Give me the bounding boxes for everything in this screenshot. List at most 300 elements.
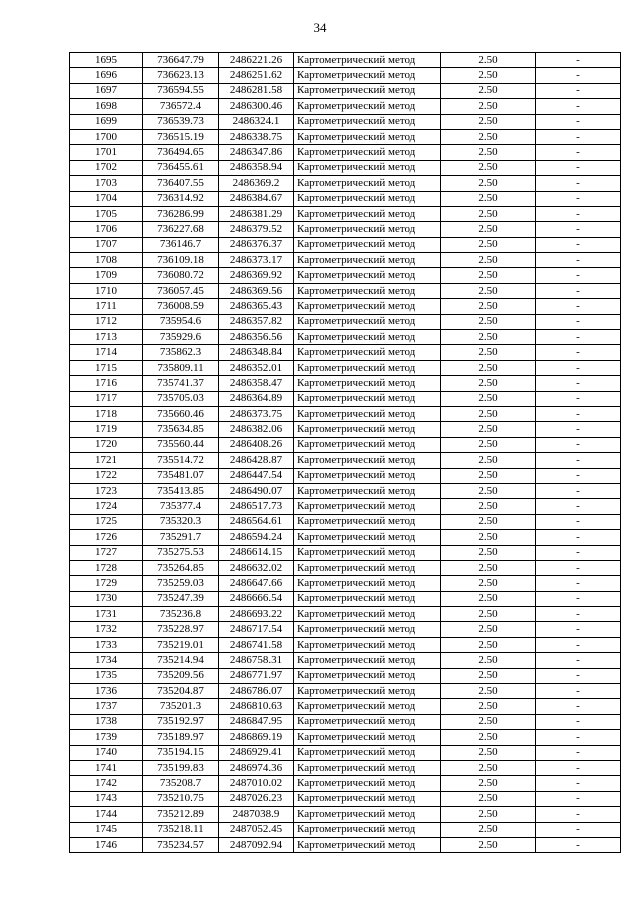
y-coordinate-cell: 2486358.94 bbox=[219, 160, 294, 175]
accuracy-cell: 2.50 bbox=[441, 791, 536, 806]
accuracy-cell: 2.50 bbox=[441, 591, 536, 606]
x-coordinate-cell: 735660.46 bbox=[143, 406, 219, 421]
method-cell: Картометрический метод bbox=[294, 206, 441, 221]
method-cell: Картометрический метод bbox=[294, 622, 441, 637]
note-cell: - bbox=[536, 714, 621, 729]
note-cell: - bbox=[536, 237, 621, 252]
x-coordinate-cell: 735560.44 bbox=[143, 437, 219, 452]
note-cell: - bbox=[536, 730, 621, 745]
note-cell: - bbox=[536, 99, 621, 114]
y-coordinate-cell: 2486379.52 bbox=[219, 222, 294, 237]
method-cell: Картометрический метод bbox=[294, 376, 441, 391]
method-cell: Картометрический метод bbox=[294, 114, 441, 129]
y-coordinate-cell: 2487026.23 bbox=[219, 791, 294, 806]
x-coordinate-cell: 735259.03 bbox=[143, 576, 219, 591]
table-row bbox=[70, 360, 621, 375]
note-cell: - bbox=[536, 776, 621, 791]
x-coordinate-cell: 736227.68 bbox=[143, 222, 219, 237]
point-number-cell: 1726 bbox=[70, 530, 143, 545]
table-row bbox=[70, 622, 621, 637]
x-coordinate-cell: 735514.72 bbox=[143, 453, 219, 468]
x-coordinate-cell: 735201.3 bbox=[143, 699, 219, 714]
y-coordinate-cell: 2486369.92 bbox=[219, 268, 294, 283]
x-coordinate-cell: 735228.97 bbox=[143, 622, 219, 637]
y-coordinate-cell: 2486373.75 bbox=[219, 406, 294, 421]
y-coordinate-cell: 2486347.86 bbox=[219, 145, 294, 160]
method-cell: Картометрический метод bbox=[294, 253, 441, 268]
accuracy-cell: 2.50 bbox=[441, 453, 536, 468]
x-coordinate-cell: 735377.4 bbox=[143, 499, 219, 514]
note-cell: - bbox=[536, 530, 621, 545]
point-number-cell: 1742 bbox=[70, 776, 143, 791]
accuracy-cell: 2.50 bbox=[441, 668, 536, 683]
accuracy-cell: 2.50 bbox=[441, 391, 536, 406]
y-coordinate-cell: 2486614.15 bbox=[219, 545, 294, 560]
accuracy-cell: 2.50 bbox=[441, 699, 536, 714]
x-coordinate-cell: 735413.85 bbox=[143, 483, 219, 498]
accuracy-cell: 2.50 bbox=[441, 206, 536, 221]
method-cell: Картометрический метод bbox=[294, 607, 441, 622]
y-coordinate-cell: 2486356.56 bbox=[219, 330, 294, 345]
table-row bbox=[70, 253, 621, 268]
point-number-cell: 1711 bbox=[70, 299, 143, 314]
x-coordinate-cell: 735209.56 bbox=[143, 668, 219, 683]
method-cell: Картометрический метод bbox=[294, 391, 441, 406]
note-cell: - bbox=[536, 314, 621, 329]
point-number-cell: 1701 bbox=[70, 145, 143, 160]
x-coordinate-cell: 736080.72 bbox=[143, 268, 219, 283]
table-row bbox=[70, 530, 621, 545]
table-row bbox=[70, 822, 621, 837]
point-number-cell: 1713 bbox=[70, 330, 143, 345]
x-coordinate-cell: 736314.92 bbox=[143, 191, 219, 206]
point-number-cell: 1714 bbox=[70, 345, 143, 360]
y-coordinate-cell: 2486358.47 bbox=[219, 376, 294, 391]
y-coordinate-cell: 2486810.63 bbox=[219, 699, 294, 714]
note-cell: - bbox=[536, 268, 621, 283]
table-row bbox=[70, 206, 621, 221]
y-coordinate-cell: 2486357.82 bbox=[219, 314, 294, 329]
method-cell: Картометрический метод bbox=[294, 760, 441, 775]
accuracy-cell: 2.50 bbox=[441, 299, 536, 314]
page-number: 34 bbox=[313, 20, 327, 35]
table-row bbox=[70, 545, 621, 560]
y-coordinate-cell: 2486771.97 bbox=[219, 668, 294, 683]
method-cell: Картометрический метод bbox=[294, 314, 441, 329]
point-number-cell: 1746 bbox=[70, 837, 143, 852]
method-cell: Картометрический метод bbox=[294, 222, 441, 237]
x-coordinate-cell: 735236.8 bbox=[143, 607, 219, 622]
x-coordinate-cell: 736455.61 bbox=[143, 160, 219, 175]
x-coordinate-cell: 735929.6 bbox=[143, 330, 219, 345]
y-coordinate-cell: 2486929.41 bbox=[219, 745, 294, 760]
point-number-cell: 1717 bbox=[70, 391, 143, 406]
table-row bbox=[70, 283, 621, 298]
table-row bbox=[70, 699, 621, 714]
accuracy-cell: 2.50 bbox=[441, 468, 536, 483]
note-cell: - bbox=[536, 114, 621, 129]
note-cell: - bbox=[536, 160, 621, 175]
accuracy-cell: 2.50 bbox=[441, 622, 536, 637]
note-cell: - bbox=[536, 206, 621, 221]
y-coordinate-cell: 2486564.61 bbox=[219, 514, 294, 529]
note-cell: - bbox=[536, 176, 621, 191]
point-number-cell: 1723 bbox=[70, 483, 143, 498]
x-coordinate-cell: 736515.19 bbox=[143, 129, 219, 144]
method-cell: Картометрический метод bbox=[294, 714, 441, 729]
method-cell: Картометрический метод bbox=[294, 745, 441, 760]
method-cell: Картометрический метод bbox=[294, 576, 441, 591]
table-row bbox=[70, 345, 621, 360]
point-number-cell: 1736 bbox=[70, 684, 143, 699]
point-number-cell: 1715 bbox=[70, 360, 143, 375]
point-number-cell: 1724 bbox=[70, 499, 143, 514]
note-cell: - bbox=[536, 822, 621, 837]
accuracy-cell: 2.50 bbox=[441, 607, 536, 622]
point-number-cell: 1708 bbox=[70, 253, 143, 268]
method-cell: Картометрический метод bbox=[294, 268, 441, 283]
note-cell: - bbox=[536, 191, 621, 206]
accuracy-cell: 2.50 bbox=[441, 499, 536, 514]
x-coordinate-cell: 735199.83 bbox=[143, 760, 219, 775]
accuracy-cell: 2.50 bbox=[441, 576, 536, 591]
note-cell: - bbox=[536, 483, 621, 498]
x-coordinate-cell: 735189.97 bbox=[143, 730, 219, 745]
accuracy-cell: 2.50 bbox=[441, 330, 536, 345]
accuracy-cell: 2.50 bbox=[441, 545, 536, 560]
method-cell: Картометрический метод bbox=[294, 53, 441, 68]
note-cell: - bbox=[536, 637, 621, 652]
method-cell: Картометрический метод bbox=[294, 237, 441, 252]
note-cell: - bbox=[536, 253, 621, 268]
note-cell: - bbox=[536, 837, 621, 852]
note-cell: - bbox=[536, 453, 621, 468]
x-coordinate-cell: 735218.11 bbox=[143, 822, 219, 837]
accuracy-cell: 2.50 bbox=[441, 283, 536, 298]
method-cell: Картометрический метод bbox=[294, 191, 441, 206]
method-cell: Картометрический метод bbox=[294, 406, 441, 421]
note-cell: - bbox=[536, 330, 621, 345]
note-cell: - bbox=[536, 791, 621, 806]
note-cell: - bbox=[536, 622, 621, 637]
method-cell: Картометрический метод bbox=[294, 283, 441, 298]
accuracy-cell: 2.50 bbox=[441, 560, 536, 575]
note-cell: - bbox=[536, 653, 621, 668]
method-cell: Картометрический метод bbox=[294, 807, 441, 822]
x-coordinate-cell: 735219.01 bbox=[143, 637, 219, 652]
point-number-cell: 1698 bbox=[70, 99, 143, 114]
method-cell: Картометрический метод bbox=[294, 837, 441, 852]
point-number-cell: 1703 bbox=[70, 176, 143, 191]
table-row bbox=[70, 807, 621, 822]
note-cell: - bbox=[536, 576, 621, 591]
x-coordinate-cell: 735809.11 bbox=[143, 360, 219, 375]
y-coordinate-cell: 2486348.84 bbox=[219, 345, 294, 360]
table-row bbox=[70, 483, 621, 498]
x-coordinate-cell: 736623.13 bbox=[143, 68, 219, 83]
y-coordinate-cell: 2486647.66 bbox=[219, 576, 294, 591]
method-cell: Картометрический метод bbox=[294, 437, 441, 452]
table-row bbox=[70, 99, 621, 114]
table-row bbox=[70, 176, 621, 191]
x-coordinate-cell: 735192.97 bbox=[143, 714, 219, 729]
note-cell: - bbox=[536, 607, 621, 622]
method-cell: Картометрический метод bbox=[294, 422, 441, 437]
accuracy-cell: 2.50 bbox=[441, 83, 536, 98]
method-cell: Картометрический метод bbox=[294, 160, 441, 175]
point-number-cell: 1735 bbox=[70, 668, 143, 683]
accuracy-cell: 2.50 bbox=[441, 145, 536, 160]
x-coordinate-cell: 736494.65 bbox=[143, 145, 219, 160]
method-cell: Картометрический метод bbox=[294, 453, 441, 468]
y-coordinate-cell: 2486447.54 bbox=[219, 468, 294, 483]
accuracy-cell: 2.50 bbox=[441, 53, 536, 68]
y-coordinate-cell: 2486382.06 bbox=[219, 422, 294, 437]
method-cell: Картометрический метод bbox=[294, 545, 441, 560]
note-cell: - bbox=[536, 83, 621, 98]
table-row bbox=[70, 437, 621, 452]
y-coordinate-cell: 2486869.19 bbox=[219, 730, 294, 745]
method-cell: Картометрический метод bbox=[294, 499, 441, 514]
method-cell: Картометрический метод bbox=[294, 668, 441, 683]
table-row bbox=[70, 391, 621, 406]
accuracy-cell: 2.50 bbox=[441, 114, 536, 129]
point-number-cell: 1728 bbox=[70, 560, 143, 575]
accuracy-cell: 2.50 bbox=[441, 268, 536, 283]
point-number-cell: 1729 bbox=[70, 576, 143, 591]
x-coordinate-cell: 736286.99 bbox=[143, 206, 219, 221]
x-coordinate-cell: 735320.3 bbox=[143, 514, 219, 529]
y-coordinate-cell: 2486381.29 bbox=[219, 206, 294, 221]
y-coordinate-cell: 2486300.46 bbox=[219, 99, 294, 114]
point-number-cell: 1697 bbox=[70, 83, 143, 98]
point-number-cell: 1712 bbox=[70, 314, 143, 329]
point-number-cell: 1732 bbox=[70, 622, 143, 637]
x-coordinate-cell: 735264.85 bbox=[143, 560, 219, 575]
point-number-cell: 1706 bbox=[70, 222, 143, 237]
accuracy-cell: 2.50 bbox=[441, 714, 536, 729]
note-cell: - bbox=[536, 129, 621, 144]
point-number-cell: 1704 bbox=[70, 191, 143, 206]
accuracy-cell: 2.50 bbox=[441, 730, 536, 745]
point-number-cell: 1696 bbox=[70, 68, 143, 83]
note-cell: - bbox=[536, 360, 621, 375]
method-cell: Картометрический метод bbox=[294, 330, 441, 345]
table-row bbox=[70, 499, 621, 514]
note-cell: - bbox=[536, 514, 621, 529]
note-cell: - bbox=[536, 807, 621, 822]
table-row bbox=[70, 268, 621, 283]
table-row bbox=[70, 791, 621, 806]
note-cell: - bbox=[536, 299, 621, 314]
table-row bbox=[70, 730, 621, 745]
y-coordinate-cell: 2486365.43 bbox=[219, 299, 294, 314]
x-coordinate-cell: 736407.55 bbox=[143, 176, 219, 191]
note-cell: - bbox=[536, 499, 621, 514]
point-number-cell: 1695 bbox=[70, 53, 143, 68]
table-row bbox=[70, 422, 621, 437]
accuracy-cell: 2.50 bbox=[441, 314, 536, 329]
point-number-cell: 1702 bbox=[70, 160, 143, 175]
x-coordinate-cell: 735954.6 bbox=[143, 314, 219, 329]
accuracy-cell: 2.50 bbox=[441, 345, 536, 360]
point-number-cell: 1737 bbox=[70, 699, 143, 714]
method-cell: Картометрический метод bbox=[294, 699, 441, 714]
x-coordinate-cell: 735194.15 bbox=[143, 745, 219, 760]
point-number-cell: 1707 bbox=[70, 237, 143, 252]
method-cell: Картометрический метод bbox=[294, 99, 441, 114]
point-number-cell: 1722 bbox=[70, 468, 143, 483]
y-coordinate-cell: 2486741.58 bbox=[219, 637, 294, 652]
accuracy-cell: 2.50 bbox=[441, 760, 536, 775]
x-coordinate-cell: 735210.75 bbox=[143, 791, 219, 806]
table-row bbox=[70, 83, 621, 98]
table-row bbox=[70, 114, 621, 129]
table-row bbox=[70, 653, 621, 668]
x-coordinate-cell: 735705.03 bbox=[143, 391, 219, 406]
method-cell: Картометрический метод bbox=[294, 83, 441, 98]
method-cell: Картометрический метод bbox=[294, 145, 441, 160]
x-coordinate-cell: 735204.87 bbox=[143, 684, 219, 699]
point-number-cell: 1739 bbox=[70, 730, 143, 745]
table-row bbox=[70, 591, 621, 606]
x-coordinate-cell: 735234.57 bbox=[143, 837, 219, 852]
y-coordinate-cell: 2486338.75 bbox=[219, 129, 294, 144]
y-coordinate-cell: 2486369.2 bbox=[219, 176, 294, 191]
method-cell: Картометрический метод bbox=[294, 514, 441, 529]
note-cell: - bbox=[536, 699, 621, 714]
table-row bbox=[70, 376, 621, 391]
y-coordinate-cell: 2486666.54 bbox=[219, 591, 294, 606]
note-cell: - bbox=[536, 760, 621, 775]
accuracy-cell: 2.50 bbox=[441, 822, 536, 837]
accuracy-cell: 2.50 bbox=[441, 745, 536, 760]
y-coordinate-cell: 2486221.26 bbox=[219, 53, 294, 68]
x-coordinate-cell: 736008.59 bbox=[143, 299, 219, 314]
point-number-cell: 1705 bbox=[70, 206, 143, 221]
coordinates-table bbox=[69, 52, 621, 853]
x-coordinate-cell: 736594.55 bbox=[143, 83, 219, 98]
note-cell: - bbox=[536, 545, 621, 560]
method-cell: Картометрический метод bbox=[294, 530, 441, 545]
method-cell: Картометрический метод bbox=[294, 791, 441, 806]
table-row bbox=[70, 637, 621, 652]
x-coordinate-cell: 735247.39 bbox=[143, 591, 219, 606]
x-coordinate-cell: 735212.89 bbox=[143, 807, 219, 822]
table-row bbox=[70, 53, 621, 68]
table-row bbox=[70, 576, 621, 591]
y-coordinate-cell: 2487010.02 bbox=[219, 776, 294, 791]
note-cell: - bbox=[536, 53, 621, 68]
x-coordinate-cell: 735481.07 bbox=[143, 468, 219, 483]
method-cell: Картометрический метод bbox=[294, 68, 441, 83]
note-cell: - bbox=[536, 468, 621, 483]
point-number-cell: 1741 bbox=[70, 760, 143, 775]
method-cell: Картометрический метод bbox=[294, 822, 441, 837]
y-coordinate-cell: 2486517.73 bbox=[219, 499, 294, 514]
point-number-cell: 1745 bbox=[70, 822, 143, 837]
accuracy-cell: 2.50 bbox=[441, 837, 536, 852]
y-coordinate-cell: 2486369.56 bbox=[219, 283, 294, 298]
note-cell: - bbox=[536, 560, 621, 575]
y-coordinate-cell: 2486428.87 bbox=[219, 453, 294, 468]
x-coordinate-cell: 735208.7 bbox=[143, 776, 219, 791]
accuracy-cell: 2.50 bbox=[441, 222, 536, 237]
method-cell: Картометрический метод bbox=[294, 299, 441, 314]
accuracy-cell: 2.50 bbox=[441, 437, 536, 452]
note-cell: - bbox=[536, 437, 621, 452]
accuracy-cell: 2.50 bbox=[441, 514, 536, 529]
x-coordinate-cell: 735275.53 bbox=[143, 545, 219, 560]
point-number-cell: 1719 bbox=[70, 422, 143, 437]
table-row bbox=[70, 468, 621, 483]
note-cell: - bbox=[536, 283, 621, 298]
table-row bbox=[70, 837, 621, 852]
table-row bbox=[70, 560, 621, 575]
accuracy-cell: 2.50 bbox=[441, 237, 536, 252]
point-number-cell: 1727 bbox=[70, 545, 143, 560]
method-cell: Картометрический метод bbox=[294, 560, 441, 575]
accuracy-cell: 2.50 bbox=[441, 422, 536, 437]
point-number-cell: 1721 bbox=[70, 453, 143, 468]
point-number-cell: 1709 bbox=[70, 268, 143, 283]
method-cell: Картометрический метод bbox=[294, 776, 441, 791]
point-number-cell: 1710 bbox=[70, 283, 143, 298]
method-cell: Картометрический метод bbox=[294, 360, 441, 375]
table-row bbox=[70, 760, 621, 775]
x-coordinate-cell: 736539.73 bbox=[143, 114, 219, 129]
accuracy-cell: 2.50 bbox=[441, 483, 536, 498]
accuracy-cell: 2.50 bbox=[441, 129, 536, 144]
accuracy-cell: 2.50 bbox=[441, 776, 536, 791]
table-row bbox=[70, 514, 621, 529]
x-coordinate-cell: 735214.94 bbox=[143, 653, 219, 668]
y-coordinate-cell: 2486373.17 bbox=[219, 253, 294, 268]
x-coordinate-cell: 736647.79 bbox=[143, 53, 219, 68]
method-cell: Картометрический метод bbox=[294, 129, 441, 144]
table-row bbox=[70, 299, 621, 314]
y-coordinate-cell: 2486786.07 bbox=[219, 684, 294, 699]
x-coordinate-cell: 736057.45 bbox=[143, 283, 219, 298]
point-number-cell: 1733 bbox=[70, 637, 143, 652]
table-row bbox=[70, 668, 621, 683]
accuracy-cell: 2.50 bbox=[441, 653, 536, 668]
point-number-cell: 1734 bbox=[70, 653, 143, 668]
note-cell: - bbox=[536, 668, 621, 683]
point-number-cell: 1730 bbox=[70, 591, 143, 606]
accuracy-cell: 2.50 bbox=[441, 360, 536, 375]
table-row bbox=[70, 684, 621, 699]
y-coordinate-cell: 2486693.22 bbox=[219, 607, 294, 622]
y-coordinate-cell: 2486324.1 bbox=[219, 114, 294, 129]
y-coordinate-cell: 2486974.36 bbox=[219, 760, 294, 775]
note-cell: - bbox=[536, 684, 621, 699]
y-coordinate-cell: 2486352.01 bbox=[219, 360, 294, 375]
table-row bbox=[70, 145, 621, 160]
note-cell: - bbox=[536, 145, 621, 160]
x-coordinate-cell: 736146.7 bbox=[143, 237, 219, 252]
accuracy-cell: 2.50 bbox=[441, 807, 536, 822]
table-row bbox=[70, 314, 621, 329]
y-coordinate-cell: 2486251.62 bbox=[219, 68, 294, 83]
y-coordinate-cell: 2486847.95 bbox=[219, 714, 294, 729]
table-row bbox=[70, 745, 621, 760]
point-number-cell: 1718 bbox=[70, 406, 143, 421]
accuracy-cell: 2.50 bbox=[441, 176, 536, 191]
y-coordinate-cell: 2487092.94 bbox=[219, 837, 294, 852]
table-row bbox=[70, 453, 621, 468]
table-row bbox=[70, 237, 621, 252]
